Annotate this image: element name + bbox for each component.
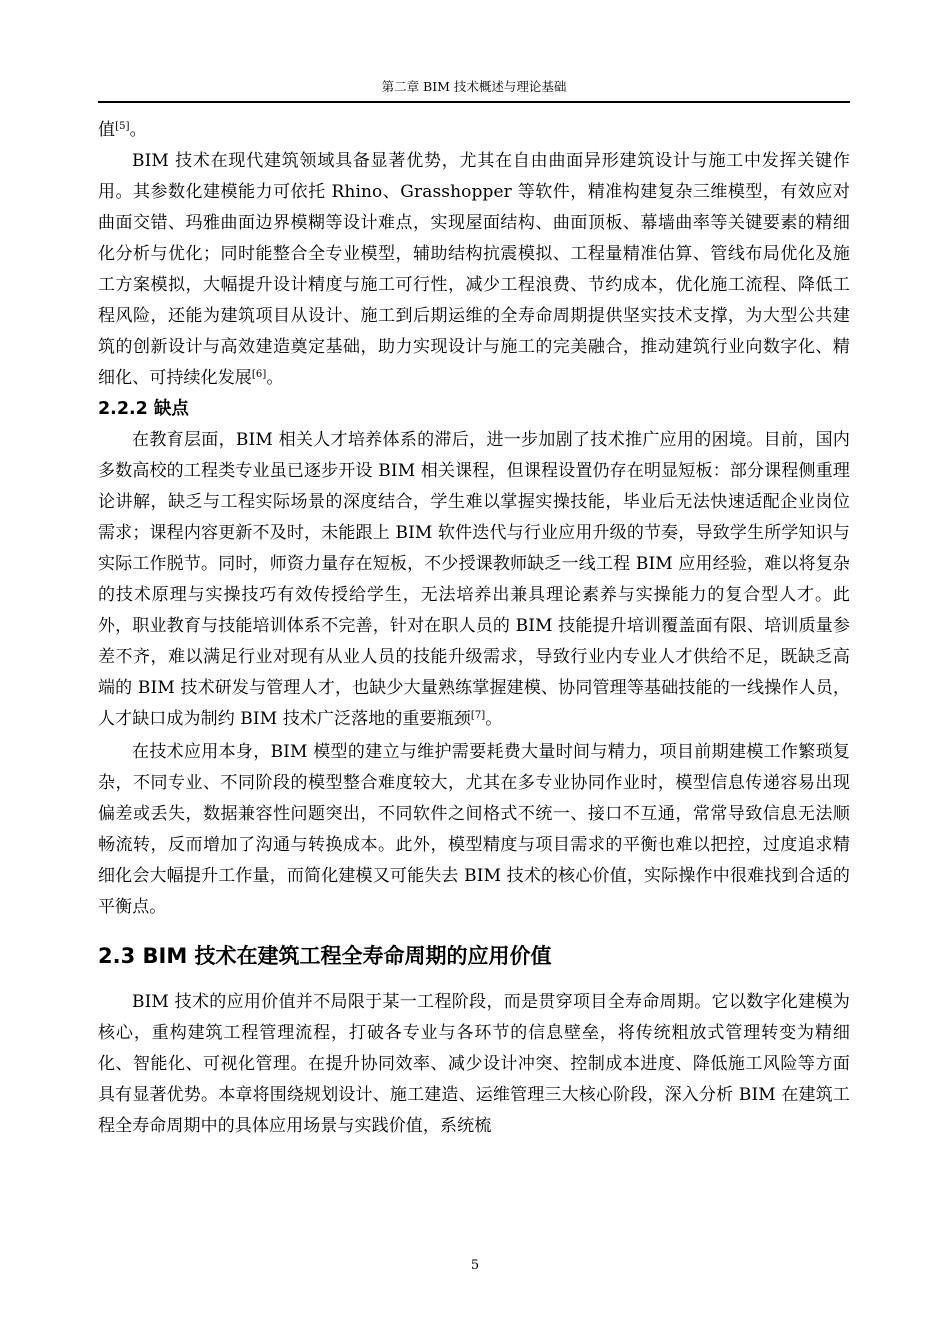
paragraph-tail: 。 (485, 709, 503, 729)
paragraph-tail: 。 (129, 120, 147, 140)
citation-ref: [6] (251, 369, 267, 380)
paragraph-continuation (98, 115, 850, 146)
header-rule (98, 101, 850, 103)
paragraph-text: 值 (98, 120, 116, 140)
page-body (98, 115, 850, 1142)
page-number: 5 (470, 1258, 480, 1273)
section-heading-2-3: 2.3 BIM 技术在建筑工程全寿命周期的应用价值 (98, 944, 552, 968)
paragraph-education (98, 425, 850, 735)
paragraph-bim-advantages (98, 146, 850, 394)
citation-ref: [5] (115, 121, 130, 132)
paragraph-text: BIM 技术在现代建筑领域具备显著优势，尤其在自由曲面异形建筑设计与施工中发挥关键作用。其参数化建模能力可依托 Rhino、Grasshopper 等软件，精准构建复杂三维模型，有效应对曲面交错、玛雅曲面边界模糊等设计难点，实现屋面结构、曲面顶板、幕墙曲率等关键要素的精细化分析与优化；同时能整合全专业模型，辅助结构抗震模拟、工程量精准估算、管线布局优化及施工方案模拟，大幅提升设计精度与施工可行性，减少工程浪费、节约成本，优化施工流程、降低工程风险，还能为建筑项目从设计、施工到后期运维的全寿命周期提供坚实技术支撑，为大型公共建筑的创新设计与高效建造奠定基础，助力实现设计与施工的完美融合，推动建筑行业向数字化、精细化、可持续化发展 (98, 151, 850, 388)
running-header: 第二章 BIM 技术概述与理论基础 (381, 79, 567, 94)
citation-ref: [7] (470, 710, 486, 721)
paragraph-tail: 。 (266, 368, 284, 388)
paragraph-technical-application: 在技术应用本身，BIM 模型的建立与维护需要耗费大量时间与精力，项目前期建模工作繁琐复杂，不同专业、不同阶段的模型整合难度较大，尤其在多专业协同作业时，模型信息传递容易出现偏差或丢失，数据兼容性问题突出，不同软件之间格式不统一、接口不互通，常常导致信息无法顺畅流转，反而增加了沟通与转换成本。此外，模型精度与项目需求的平衡也难以把控，过度追求精细化会大幅提升工作量，而简化建模又可能失去 BIM 技术的核心价值，实际操作中很难找到合适的平衡点。 (98, 742, 850, 917)
paragraph-lifecycle-value: BIM 技术的应用价值并不局限于某一工程阶段，而是贯穿项目全寿命周期。它以数字化建模为核心，重构建筑工程管理流程，打破各专业与各环节的信息壁垒，将传统粗放式管理转变为精细化、智能化、可视化管理。在提升协同效率、减少设计冲突、控制成本进度、降低施工风险等方面具有显著优势。本章将围绕规划设计、施工建造、运维管理三大核心阶段，深入分析 BIM 在建筑工程全寿命周期中的具体应用场景与实践价值，系统梳 (98, 992, 850, 1136)
section-heading-2-2-2: 2.2.2 缺点 (98, 399, 189, 419)
paragraph-text: 在教育层面，BIM 相关人才培养体系的滞后，进一步加剧了技术推广应用的困境。目前，国内多数高校的工程类专业虽已逐步开设 BIM 相关课程，但课程设置仍存在明显短板：部分课程侧重理论讲解，缺乏与工程实际场景的深度结合，学生难以掌握实操技能，毕业后无法快速适配企业岗位需求；课程内容更新不及时，未能跟上 BIM 软件迭代与行业应用升级的节奏，导致学生所学知识与实际工作脱节。同时，师资力量存在短板，不少授课教师缺乏一线工程 BIM 应用经验，难以将复杂的技术原理与实操技巧有效传授给学生，无法培养出兼具理论素养与实操能力的复合型人才。此外，职业教育与技能培训体系不完善，针对在职人员的 BIM 技能提升培训覆盖面有限、培训质量参差不齐，难以满足行业对现有从业人员的技能升级需求，导致行业内专业人才供给不足，既缺乏高端的 BIM 技术研发与管理人才，也缺少大量熟练掌握建模、协同管理等基础技能的一线操作人员，人才缺口成为制约 BIM 技术广泛落地的重要瓶颈 (98, 430, 850, 729)
